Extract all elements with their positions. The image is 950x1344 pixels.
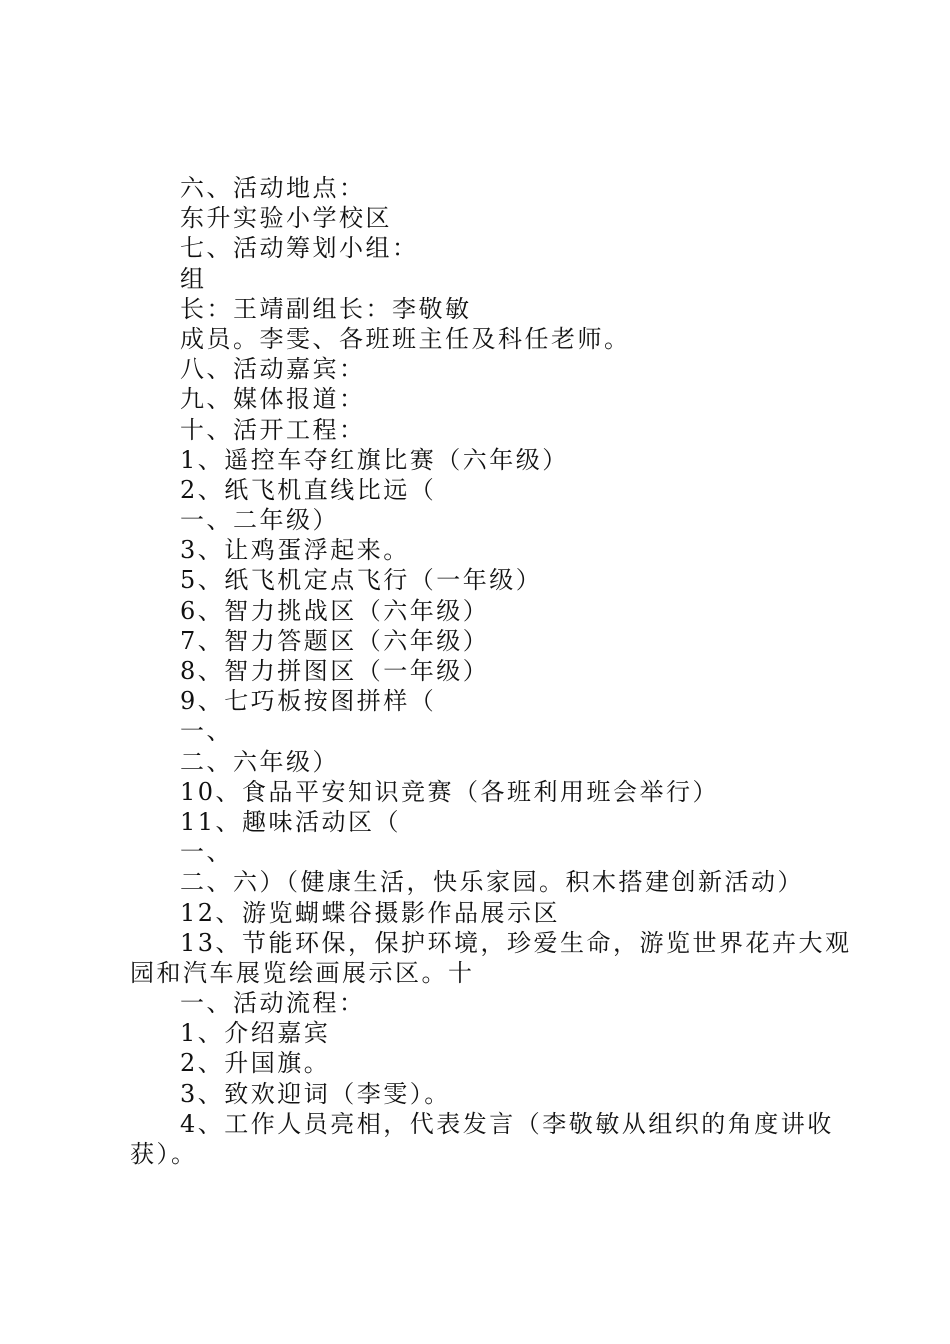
- text-line: 2、纸飞机直线比远（: [180, 475, 437, 504]
- text-line: 九、媒体报道：: [180, 385, 366, 414]
- text-line: 11、趣味活动区（: [180, 807, 402, 836]
- text-line: 七、活动筹划小组：: [180, 234, 419, 263]
- text-line: 长：王靖副组长：李敬敏: [180, 294, 472, 323]
- text-line: 六、活动地点：: [180, 174, 366, 202]
- text-line: 4、工作人员亮相，代表发言（李敬敏从组织的角度讲收: [180, 1109, 834, 1138]
- text-line: 二、六年级）: [180, 747, 339, 776]
- text-line: 二、六）（健康生活，快乐家园。积木搭建创新活动）: [180, 868, 804, 897]
- text-line: 10、食品平安知识竞赛（各班利用班会举行）: [180, 777, 720, 806]
- text-line: 6、智力挑战区（六年级）: [180, 596, 490, 625]
- text-line: 组: [180, 264, 207, 293]
- text-line: 获）。: [130, 1140, 198, 1168]
- text-line: 一、二年级）: [180, 506, 339, 535]
- text-line: 9、七巧板按图拼样（: [180, 687, 437, 716]
- text-line: 2、升国旗。: [180, 1049, 331, 1078]
- text-line: 8、智力拼图区（一年级）: [180, 657, 490, 685]
- text-line: 园和汽车展览绘画展示区。十: [130, 958, 475, 987]
- text-line: 东升实验小学校区: [180, 204, 392, 233]
- text-line: 13、节能环保，保护环境，珍爱生命，游览世界花卉大观: [180, 928, 852, 957]
- text-line: 一、活动流程：: [180, 989, 366, 1018]
- text-line: 一、: [180, 717, 233, 746]
- text-line: 1、介绍嘉宾: [180, 1019, 331, 1048]
- text-line: 1、遥控车夺红旗比赛（六年级）: [180, 445, 569, 474]
- text-line: 7、智力答题区（六年级）: [180, 626, 490, 655]
- text-line: 一、: [180, 838, 233, 867]
- text-line: 十、活开工程：: [180, 415, 366, 444]
- text-line: 成员。李雯、各班班主任及科任老师。: [180, 324, 631, 353]
- text-line: 12、游览蝴蝶谷摄影作品展示区: [180, 898, 561, 927]
- text-line: 5、纸飞机定点飞行（一年级）: [180, 566, 543, 595]
- text-line: 3、让鸡蛋浮起来。: [180, 536, 410, 565]
- document-body: [130, 173, 852, 1169]
- text-line: 八、活动嘉宾：: [180, 355, 366, 384]
- text-line: 3、致欢迎词（李雯）。: [180, 1079, 451, 1108]
